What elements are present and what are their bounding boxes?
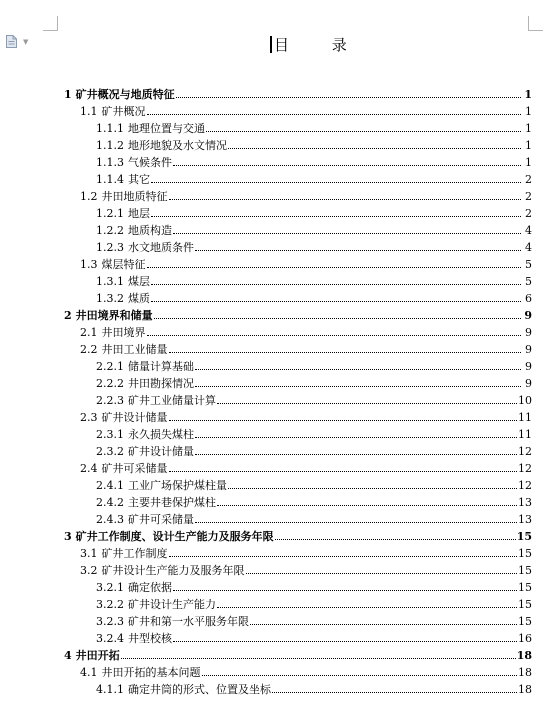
toc-entry-page: 5 [525,258,532,271]
toc-entry-number: 1.2 [80,190,98,203]
toc-entry-title: 地层 [128,207,150,220]
toc-entry-title: 水文地质条件 [128,241,194,254]
toc-entry-title: 气候条件 [128,156,172,169]
toc-dot-leader [154,318,521,319]
toc-dot-leader [151,216,521,217]
document-icon[interactable] [6,35,17,48]
toc-entry-title: 井田境界和储量 [75,309,153,322]
toc-entry[interactable] [96,271,532,288]
toc-entry-page: 10 [518,394,532,407]
toc-dot-leader [228,148,521,149]
toc-entry-number: 1.2.1 [96,207,124,220]
toc-entry[interactable] [96,118,532,135]
toc-entry[interactable] [96,492,532,509]
toc-entry-number: 1.1.4 [96,173,124,186]
toc-entry[interactable] [96,577,532,594]
toc-entry-title: 矿井可采储量 [101,462,168,475]
toc-entry-number: 1 [64,88,72,101]
toc-entry-title: 井田开拓的基本问题 [101,666,201,679]
toc-entry-number: 2.2.3 [96,394,124,407]
toc-dot-leader [202,675,518,676]
toc-entry-number: 1.3.1 [96,275,124,288]
toc-dot-leader [195,250,521,251]
toc-entry-page: 11 [518,428,532,441]
toc-entry-number: 2.2 [80,343,98,356]
toc-entry[interactable] [80,101,532,118]
toc-entry-page: 9 [524,309,532,322]
toc-entry-page: 4 [525,241,532,254]
toc-entry-number: 2.3 [80,411,98,424]
toc-entry[interactable] [80,322,532,339]
toc-entry[interactable] [96,628,532,645]
toc-entry-page: 12 [518,445,532,458]
toc-entry-number: 2.4.1 [96,479,124,492]
toc-entry-title: 地理位置与交通 [128,122,205,135]
toc-entry[interactable] [96,611,532,628]
toc-entry-page: 18 [518,666,532,679]
toc-entry-page: 16 [518,632,532,645]
toc-entry-title: 矿井概况 [101,105,146,118]
toc-dot-leader [250,624,517,625]
toc-entry[interactable] [64,526,532,543]
toc-entry-number: 2.3.1 [96,428,124,441]
toc-entry-number: 1.3 [80,258,98,271]
toc-entry-page: 13 [518,496,532,509]
toc-entry-title: 地质构造 [128,224,172,237]
toc-entry-title: 矿井设计储量 [128,445,194,458]
toc-entry-page: 12 [518,479,532,492]
toc-entry[interactable] [80,186,532,203]
toc-entry[interactable] [80,407,532,424]
toc-entry-number: 3.2.4 [96,632,124,645]
toc-entry-number: 3.1 [80,547,98,560]
toc-dot-leader [217,403,517,404]
dropdown-caret-icon[interactable]: ▼ [23,38,29,46]
page-corner-marker-top-right [528,16,543,31]
toc-entry-title: 储量计算基础 [128,360,194,373]
toc-entry[interactable] [80,560,532,577]
toc-entry-page: 5 [525,275,532,288]
toc-entry-title: 永久损失煤柱 [128,428,194,441]
toc-entry[interactable] [96,373,532,390]
toc-entry[interactable] [96,679,532,696]
toc-entry-number: 4.1.1 [96,683,124,696]
toc-entry-number: 1.1.1 [96,122,124,135]
toc-entry[interactable] [80,543,532,560]
toc-dot-leader [195,386,521,387]
toc-entry-title: 确定井筒的形式、位置及坐标 [128,683,271,696]
toc-entry-title: 地形地貌及水文情况 [128,139,227,152]
toc-entry-page: 2 [525,190,532,203]
toc-dot-leader [195,369,521,370]
toc-entry-title: 井田境界 [101,326,146,339]
toc-entry-number: 3.2.3 [96,615,124,628]
toc-entry-number: 1.2.3 [96,241,124,254]
toc-entry-title: 矿井可采储量 [128,513,194,526]
toc-entry[interactable] [64,305,532,322]
toc-entry-number: 1.1.2 [96,139,124,152]
toc-dot-leader [217,505,517,506]
toc-entry-page: 15 [518,615,532,628]
toc-entry-number: 3 [64,530,72,543]
toc-entry-title: 矿井概况与地质特征 [75,88,175,101]
toc-entry[interactable] [96,288,532,305]
toc-dot-leader [195,437,517,438]
toc-entry-title: 井田工业储量 [101,343,168,356]
toc-dot-leader [206,131,521,132]
toc-entry-number: 1.3.2 [96,292,124,305]
toc-entry-page: 1 [524,88,532,101]
toc-entry[interactable] [96,169,532,186]
toc-entry-page: 1 [525,105,532,118]
toc-dot-leader [151,284,521,285]
toc-entry-number: 3.2 [80,564,98,577]
toc-entry-number: 3.2.2 [96,598,124,611]
toc-dot-leader [173,590,517,591]
toc-entry-title: 井田勘探情况 [128,377,194,390]
toc-entry-page: 1 [525,156,532,169]
page-corner-marker-top-left [43,16,58,31]
toc-dot-leader [173,641,517,642]
toc-entry-page: 9 [525,326,532,339]
toc-entry-page: 6 [525,292,532,305]
toc-dot-leader [147,114,522,115]
toc-dot-leader [246,573,518,574]
toc-dot-leader [147,335,522,336]
text-cursor [270,36,272,53]
toc-entry-number: 1.1 [80,105,98,118]
toc-entry-number: 2.2.1 [96,360,124,373]
toc-entry-title: 矿井工作制度、设计生产能力及服务年限 [75,530,274,543]
toc-entry-number: 2 [64,309,72,322]
toc-dot-leader [151,182,521,183]
toc-entry-page: 2 [525,173,532,186]
toc-entry-page: 18 [516,649,532,662]
toc-dot-leader [169,556,518,557]
toc-entry-page: 18 [518,683,532,696]
toc-dot-leader [173,165,521,166]
toc-entry[interactable] [80,662,532,679]
toc-entry-page: 15 [518,564,532,577]
toc-entry-number: 2.4 [80,462,98,475]
toc-entry-page: 12 [518,462,532,475]
toc-dot-leader [176,97,521,98]
toc-entry-number: 4.1 [80,666,98,679]
toc-entry[interactable] [96,237,532,254]
toc-entry[interactable] [80,254,532,271]
toc-entry[interactable] [64,645,532,662]
toc-entry-number: 2.2.2 [96,377,124,390]
toc-entry-title: 煤层 [128,275,150,288]
toc-dot-leader [121,658,516,659]
toc-entry-page: 9 [525,360,532,373]
toc-entry-page: 1 [525,122,532,135]
toc-entry-title: 煤层特征 [101,258,146,271]
toc-entry-number: 2.1 [80,326,98,339]
toc-entry-number: 2.4.2 [96,496,124,509]
toc-entry[interactable] [96,424,532,441]
toc-dot-leader [169,420,518,421]
page-title: 目 录 [274,36,366,54]
toc-entry-title: 矿井工作制度 [101,547,168,560]
toc-entry-number: 2.4.3 [96,513,124,526]
toc-entry[interactable] [96,509,532,526]
toc-dot-leader [275,539,516,540]
toc-entry-title: 矿井设计生产能力及服务年限 [101,564,245,577]
toc-entry-title: 主要井巷保护煤柱 [128,496,216,509]
toc-dot-leader [195,522,517,523]
toc-dot-leader [147,267,522,268]
toc-entry-title: 其它 [128,173,150,186]
toc-entry-title: 井田开拓 [75,649,120,662]
toc-entry[interactable] [96,441,532,458]
toc-entry-number: 1.2.2 [96,224,124,237]
toc-entry-title: 矿井工业储量计算 [128,394,216,407]
toc-entry-page: 11 [518,411,532,424]
toc-entry-page: 15 [518,581,532,594]
toc-entry-title: 矿井和第一水平服务年限 [128,615,249,628]
toc-entry[interactable] [96,220,532,237]
toc-entry[interactable] [96,390,532,407]
toc-entry-number: 3.2.1 [96,581,124,594]
toc-entry-number: 2.3.2 [96,445,124,458]
toc-entry-title: 矿井设计生产能力 [128,598,216,611]
toc-dot-leader [169,352,522,353]
toc-entry[interactable] [96,594,532,611]
toc-entry[interactable] [96,203,532,220]
toc-entry-page: 2 [525,207,532,220]
toc-entry-page: 15 [518,547,532,560]
toc-entry[interactable] [96,135,532,152]
toc-entry-number: 4 [64,649,72,662]
toc-entry[interactable] [64,84,532,101]
toc-dot-leader [195,454,517,455]
toc-entry-title: 煤质 [128,292,150,305]
toc-entry-page: 15 [518,598,532,611]
toc-entry-title: 井田地质特征 [101,190,168,203]
toc-dot-leader [217,607,517,608]
toc-entry[interactable] [80,458,532,475]
toc-entry[interactable] [80,339,532,356]
toc-entry-title: 工业广场保护煤柱量 [128,479,227,492]
toc-entry-page: 4 [525,224,532,237]
toc-entry-number: 1.1.3 [96,156,124,169]
toc-entry[interactable] [96,152,532,169]
toc-entry-page: 13 [518,513,532,526]
toc-entry-page: 9 [525,377,532,390]
toc-entry-page: 1 [525,139,532,152]
toc-dot-leader [173,233,521,234]
toc-entry-title: 确定依据 [128,581,172,594]
toc-dot-leader [169,199,522,200]
toc-entry-title: 矿井设计储量 [101,411,168,424]
toc-entry-title: 井型校核 [128,632,172,645]
toc-entry[interactable] [96,356,532,373]
toc-entry-page: 9 [525,343,532,356]
toc-dot-leader [272,692,517,693]
toc-entry-page: 15 [516,530,532,543]
toc-entry[interactable] [96,475,532,492]
toc-dot-leader [228,488,517,489]
toc-dot-leader [169,471,518,472]
toc-dot-leader [151,301,521,302]
